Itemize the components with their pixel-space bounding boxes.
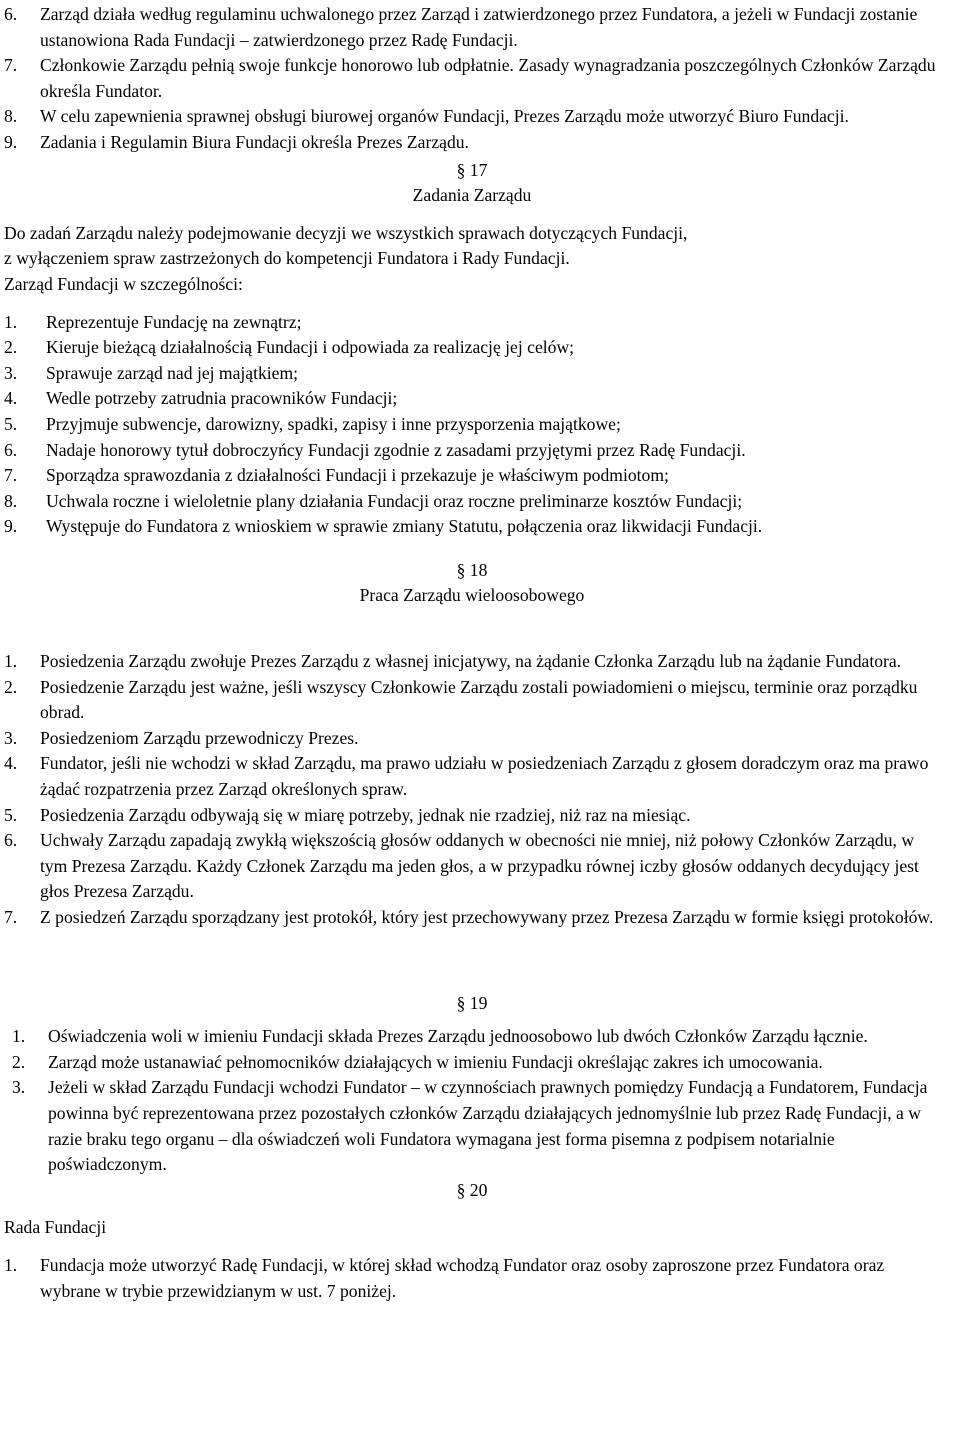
list-item (4, 310, 940, 336)
list-item (4, 751, 940, 802)
item-text: Zarząd działa według regulaminu uchwalonego przez Zarząd i zatwierdzonego przez Fundatora, a jeżeli w Fundacji zostanie ustanowiona Rada Fundacji – zatwierdzonego przez Radę Fundacji. (40, 4, 918, 50)
list-item (4, 53, 940, 104)
item-number: 3. (12, 1077, 26, 1098)
list-item (12, 1024, 940, 1050)
item-text: Z posiedzeń Zarządu sporządzany jest protokół, który jest przechowywany przez Prezesa Zarządu w formie księgi protokołów. (40, 907, 934, 927)
item-number: 9. (4, 516, 18, 537)
paragraph-line: z wyłączeniem spraw zastrzeżonych do kompetencji Fundatora i Rady Fundacji. (4, 248, 570, 269)
section-18-number: § 18 (456, 559, 488, 580)
item-number: 3. (4, 362, 18, 383)
item-number: 1. (12, 1026, 26, 1047)
item-number: 2. (12, 1051, 26, 1072)
section-17-intro (4, 221, 940, 298)
list-item (4, 361, 940, 387)
item-text: Nadaje honorowy tytuł dobroczyńcy Fundacji zgodnie z zasadami przyjętymi przez Radę Fundacji. (46, 439, 746, 460)
section-20-title: Rada Fundacji (4, 1217, 107, 1238)
item-number: 3. (4, 727, 18, 748)
item-text: Uchwały Zarządu zapadają zwykłą większością głosów oddanych w obecności nie mniej, niż połowy Członków Zarządu, w tym Prezesa Zarządu. Każdy Członek Zarządu ma jeden głos, a w przypadku równej iczby głosów oddanych decydujący jest głos Prezesa Zarządu. (40, 830, 919, 902)
item-text: Członkowie Zarządu pełnią swoje funkcje honorowo lub odpłatnie. Zasady wynagradzania poszczególnych Członków Zarządu określa Fundator. (40, 55, 936, 101)
list-item (4, 130, 940, 156)
item-text: Wedle potrzeby zatrudnia pracowników Fundacji; (46, 388, 398, 409)
list-item (4, 104, 940, 130)
item-number: 2. (4, 337, 18, 358)
list-item (4, 514, 940, 540)
section-20-list (4, 1253, 940, 1304)
item-number: 8. (4, 490, 18, 511)
section-17-number: § 17 (456, 159, 488, 180)
list-item (4, 463, 940, 489)
item-number: 6. (4, 439, 18, 460)
item-text: Fundator, jeśli nie wchodzi w skład Zarządu, ma prawo udziału w posiedzeniach Zarządu z głosem doradczym oraz ma prawo żądać rozpatrzenia przez Zarząd określonych spraw. (40, 753, 929, 800)
paragraph-line: Zarząd Fundacji w szczególności: (4, 273, 243, 294)
list-item (4, 726, 940, 752)
item-text: W celu zapewnienia sprawnej obsługi biurowej organów Fundacji, Prezes Zarządu może utworzyć Biuro Fundacji. (40, 106, 849, 127)
list-item (4, 2, 940, 53)
item-text: Fundacja może utworzyć Radę Fundacji, w której skład wchodzą Fundator oraz osoby zaproszone przez Fundatora oraz wybrane w trybie przewidzianym w ust. 7 poniżej. (40, 1254, 885, 1301)
section-19-list (4, 1024, 940, 1178)
item-number: 1. (4, 311, 18, 332)
list-item (4, 386, 940, 412)
item-number: 2. (4, 676, 18, 697)
item-number: 9. (4, 131, 18, 152)
list-item (4, 1253, 940, 1304)
item-number: 7. (4, 465, 18, 486)
item-number: 6. (4, 4, 18, 24)
list-item (4, 905, 940, 931)
list-item (4, 803, 940, 829)
list-item (4, 412, 940, 438)
section-17-list (4, 310, 940, 540)
item-text: Posiedzenie Zarządu jest ważne, jeśli wszyscy Członkowie Zarządu zostali powiadomieni o miejscu, terminie oraz porządku obrad. (40, 676, 918, 723)
list-item (4, 438, 940, 464)
list-item (4, 489, 940, 515)
section-19-number: § 19 (456, 992, 488, 1013)
item-text: Zarząd może ustanawiać pełnomocników działających w imieniu Fundacji określając zakres ich umocowania. (48, 1051, 823, 1072)
item-number: 4. (4, 388, 18, 409)
paragraph-line: Do zadań Zarządu należy podejmowanie decyzji we wszystkich sprawach dotyczących Fundacji, (4, 222, 688, 243)
list-item (4, 675, 940, 726)
list-item (4, 649, 940, 675)
item-text: Występuje do Fundatora z wnioskiem w sprawie zmiany Statutu, połączenia oraz likwidacji Fundacji. (46, 516, 763, 537)
item-text: Reprezentuje Fundację na zewnątrz; (46, 311, 302, 332)
item-text: Posiedzenia Zarządu zwołuje Prezes Zarządu z własnej inicjatywy, na żądanie Członka Zarządu lub na żądanie Fundatora. (40, 651, 902, 672)
item-number: 1. (4, 1254, 18, 1275)
list-item (4, 828, 940, 905)
section-18-list (4, 649, 940, 931)
item-text: Uchwala roczne i wieloletnie plany działania Fundacji oraz roczne preliminarze kosztów Fundacji; (46, 490, 743, 511)
section-20-number: § 20 (456, 1179, 488, 1200)
item-text: Sporządza sprawozdania z działalności Fundacji i przekazuje je właściwym podmiotom; (46, 465, 669, 486)
list-item (12, 1050, 940, 1076)
item-number: 7. (4, 907, 18, 927)
intro-list (4, 2, 940, 156)
item-text: Zadania i Regulamin Biura Fundacji określa Prezes Zarządu. (40, 131, 469, 152)
item-number: 8. (4, 106, 18, 127)
item-text: Posiedzeniom Zarządu przewodniczy Prezes. (40, 727, 359, 748)
section-18-title: Praca Zarządu wieloosobowego (359, 585, 585, 606)
item-number: 1. (4, 651, 18, 672)
section-17-title: Zadania Zarządu (412, 185, 532, 206)
item-number: 7. (4, 55, 18, 76)
item-number: 5. (4, 413, 18, 434)
item-number: 6. (4, 830, 18, 851)
list-item (12, 1075, 940, 1177)
item-number: 5. (4, 804, 18, 825)
item-text: Posiedzenia Zarządu odbywają się w miarę potrzeby, jednak nie rzadziej, niż raz na miesiąc. (40, 804, 691, 825)
item-text: Oświadczenia woli w imieniu Fundacji składa Prezes Zarządu jednoosobowo lub dwóch Członków Zarządu łącznie. (48, 1026, 868, 1047)
item-text: Kieruje bieżącą działalnością Fundacji i odpowiada za realizację jej celów; (46, 337, 575, 358)
list-item (4, 335, 940, 361)
item-number: 4. (4, 753, 18, 774)
item-text: Przyjmuje subwencje, darowizny, spadki, zapisy i inne przysporzenia majątkowe; (46, 413, 621, 434)
item-text: Jeżeli w skład Zarządu Fundacji wchodzi Fundator – w czynnościach prawnych pomiędzy Fundacją a Fundatorem, Fundacja powinna być reprezentowana przez pozostałych członków Zarządu działających jednomyślnie lub przez Radę Fundacji, a w razie braku tego organu – dla oświadczeń woli Fundatora wymagana jest forma pisemna z podpisem notarialnie poświadczonym. (48, 1077, 928, 1175)
item-text: Sprawuje zarząd nad jej majątkiem; (46, 362, 299, 383)
